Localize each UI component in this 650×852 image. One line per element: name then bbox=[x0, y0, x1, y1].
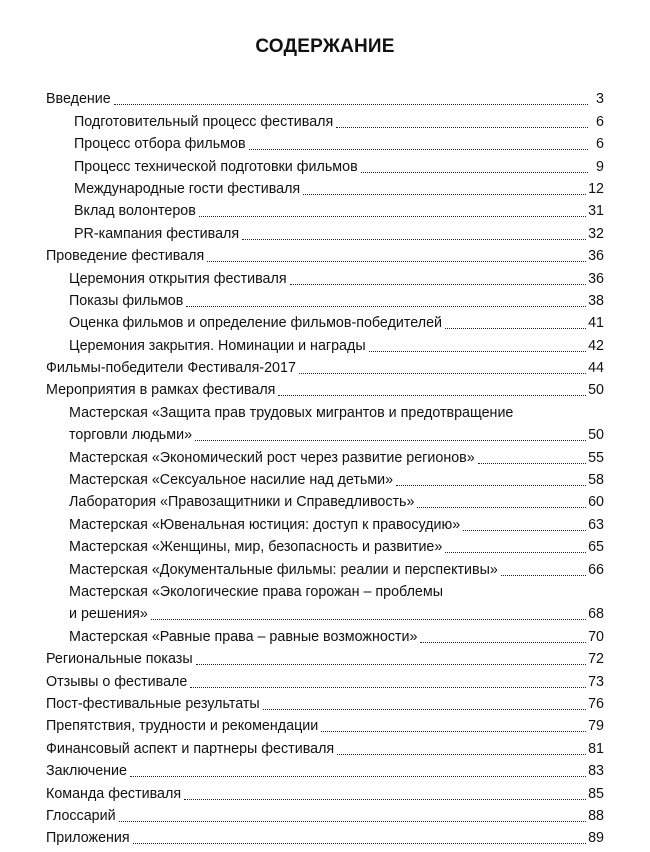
dot-leader bbox=[184, 799, 586, 800]
toc-entry-title: Команда фестиваля bbox=[46, 785, 182, 802]
toc-entry[interactable] bbox=[46, 198, 604, 220]
toc-entry-title: Региональные показы bbox=[46, 651, 193, 668]
toc-entry-title: Мероприятия в рамках фестиваля bbox=[46, 382, 276, 399]
toc-entry[interactable] bbox=[46, 579, 604, 624]
toc-entry-title: Процесс отбора фильмов bbox=[74, 136, 246, 153]
toc-entry[interactable] bbox=[46, 243, 604, 265]
toc-entry-page: 70 bbox=[588, 628, 604, 645]
dot-leader bbox=[445, 328, 586, 329]
toc-entry-page: 32 bbox=[588, 225, 604, 242]
toc-entry-page: 63 bbox=[588, 516, 604, 533]
dot-leader bbox=[133, 843, 586, 844]
toc-entry-page: 60 bbox=[588, 494, 604, 511]
toc-entry-page: 79 bbox=[588, 718, 604, 735]
toc-entry[interactable] bbox=[46, 556, 604, 578]
toc-entry-title: Мастерская «Сексуальное насилие над детьми» bbox=[69, 472, 394, 489]
toc-entry-title: Мастерская «Экономический рост через развитие регионов» bbox=[69, 449, 475, 466]
toc-entry[interactable] bbox=[46, 153, 604, 175]
toc-entry[interactable] bbox=[46, 511, 604, 533]
toc-entry-title: Мастерская «Ювенальная юстиция: доступ к правосудию» bbox=[69, 516, 461, 533]
toc-entry-page: 58 bbox=[588, 472, 604, 489]
toc-entry[interactable] bbox=[46, 220, 604, 242]
toc-entry-page: 50 bbox=[588, 427, 604, 444]
dot-leader bbox=[478, 463, 586, 464]
toc-entry-title: Оценка фильмов и определение фильмов-победителей bbox=[69, 315, 443, 332]
toc-entry[interactable] bbox=[46, 825, 604, 847]
dot-leader bbox=[336, 127, 588, 128]
toc-entry[interactable] bbox=[46, 713, 604, 735]
toc-entry[interactable] bbox=[46, 668, 604, 690]
dot-leader bbox=[290, 284, 587, 285]
dot-leader bbox=[417, 507, 586, 508]
dot-leader bbox=[196, 664, 586, 665]
toc-entry-page: 50 bbox=[588, 382, 604, 399]
toc-entry-title: Пост-фестивальные результаты bbox=[46, 695, 260, 712]
toc-entry-page: 68 bbox=[588, 606, 604, 623]
dot-leader bbox=[396, 485, 586, 486]
toc-entry-page: 65 bbox=[588, 539, 604, 556]
toc-entry-page: 9 bbox=[596, 158, 604, 175]
toc-entry-page: 44 bbox=[588, 360, 604, 377]
toc-entry-title: Мастерская «Документальные фильмы: реалии и перспективы» bbox=[69, 561, 498, 578]
toc-entry-title: Подготовительный процесс фестиваля bbox=[74, 113, 334, 130]
toc-entry-page: 66 bbox=[588, 561, 604, 578]
dot-leader bbox=[278, 395, 586, 396]
dot-leader bbox=[463, 530, 586, 531]
toc-entry-title: Мастерская «Равные права – равные возможности» bbox=[69, 628, 418, 645]
toc-entry-page: 73 bbox=[588, 673, 604, 690]
toc-entry-page: 85 bbox=[588, 785, 604, 802]
toc-entry[interactable] bbox=[46, 803, 604, 825]
toc-entry-title: Показы фильмов bbox=[69, 292, 184, 309]
dot-leader bbox=[130, 776, 586, 777]
dot-leader bbox=[303, 194, 586, 195]
toc-entry[interactable] bbox=[46, 355, 604, 377]
table-of-contents bbox=[46, 86, 604, 847]
toc-entry-page: 31 bbox=[588, 203, 604, 220]
toc-entry-page: 42 bbox=[588, 337, 604, 354]
toc-entry[interactable] bbox=[46, 176, 604, 198]
toc-entry[interactable] bbox=[46, 467, 604, 489]
toc-entry-page: 6 bbox=[596, 136, 604, 153]
toc-entry-title: Мастерская «Экологические права горожан – проблемы bbox=[69, 584, 443, 601]
dot-leader bbox=[119, 821, 587, 822]
toc-entry-page: 6 bbox=[596, 113, 604, 130]
toc-entry-title: Церемония закрытия. Номинации и награды bbox=[69, 337, 366, 354]
dot-leader bbox=[361, 172, 588, 173]
toc-entry[interactable] bbox=[46, 131, 604, 153]
dot-leader bbox=[369, 351, 586, 352]
dot-leader bbox=[151, 619, 586, 620]
toc-entry-title: Введение bbox=[46, 91, 111, 108]
toc-entry-title: Глоссарий bbox=[46, 807, 116, 824]
toc-entry-page: 76 bbox=[588, 695, 604, 712]
toc-entry[interactable] bbox=[46, 288, 604, 310]
toc-entry-page: 36 bbox=[588, 270, 604, 287]
toc-entry-title: Лаборатория «Правозащитники и Справедливость» bbox=[69, 494, 415, 511]
toc-entry-page: 41 bbox=[588, 315, 604, 332]
toc-entry-title: Вклад волонтеров bbox=[74, 203, 196, 220]
toc-entry-title: Препятствия, трудности и рекомендации bbox=[46, 718, 319, 735]
page-title: СОДЕРЖАНИЕ bbox=[255, 36, 395, 57]
toc-entry-page: 83 bbox=[588, 763, 604, 780]
toc-entry[interactable] bbox=[46, 623, 604, 645]
toc-entry-title: Процесс технической подготовки фильмов bbox=[74, 158, 358, 175]
toc-entry-title: PR-кампания фестиваля bbox=[74, 225, 240, 242]
toc-entry-title: Мастерская «Защита прав трудовых мигрантов и предотвращение bbox=[69, 404, 514, 421]
dot-leader bbox=[114, 104, 588, 105]
toc-entry-title: Приложения bbox=[46, 830, 130, 847]
toc-entry-page: 55 bbox=[588, 449, 604, 466]
toc-entry-title: Отзывы о фестивале bbox=[46, 673, 188, 690]
toc-entry-title: Церемония открытия фестиваля bbox=[69, 270, 287, 287]
toc-entry[interactable] bbox=[46, 691, 604, 713]
toc-entry-title-continued: и решения» bbox=[69, 606, 148, 623]
toc-entry[interactable] bbox=[46, 399, 604, 444]
dot-leader bbox=[501, 575, 586, 576]
dot-leader bbox=[207, 261, 586, 262]
toc-entry-page: 72 bbox=[588, 651, 604, 668]
toc-entry[interactable] bbox=[46, 758, 604, 780]
dot-leader bbox=[420, 642, 586, 643]
toc-entry[interactable] bbox=[46, 377, 604, 399]
toc-entry[interactable] bbox=[46, 489, 604, 511]
dot-leader bbox=[299, 373, 586, 374]
toc-entry-title: Финансовый аспект и партнеры фестиваля bbox=[46, 740, 335, 757]
toc-entry-title: Фильмы-победители Фестиваля-2017 bbox=[46, 360, 296, 377]
toc-entry-title-continued: торговли людьми» bbox=[69, 427, 193, 444]
toc-entry[interactable] bbox=[46, 310, 604, 332]
toc-entry-title: Мастерская «Женщины, мир, безопасность и развитие» bbox=[69, 539, 443, 556]
toc-entry[interactable] bbox=[46, 108, 604, 130]
toc-entry[interactable] bbox=[46, 780, 604, 802]
toc-entry[interactable] bbox=[46, 332, 604, 354]
toc-entry[interactable] bbox=[46, 444, 604, 466]
toc-entry-page: 38 bbox=[588, 292, 604, 309]
dot-leader bbox=[263, 709, 586, 710]
toc-entry[interactable] bbox=[46, 646, 604, 668]
dot-leader bbox=[249, 149, 588, 150]
toc-entry-title: Заключение bbox=[46, 763, 127, 780]
toc-entry-page: 88 bbox=[588, 807, 604, 824]
dot-leader bbox=[199, 216, 586, 217]
toc-entry-title: Международные гости фестиваля bbox=[74, 180, 301, 197]
toc-entry[interactable] bbox=[46, 534, 604, 556]
dot-leader bbox=[195, 440, 586, 441]
toc-entry[interactable] bbox=[46, 735, 604, 757]
dot-leader bbox=[321, 731, 586, 732]
toc-entry-page: 89 bbox=[588, 830, 604, 847]
toc-entry[interactable] bbox=[46, 265, 604, 287]
dot-leader bbox=[190, 687, 586, 688]
toc-entry[interactable] bbox=[46, 86, 604, 108]
toc-entry-page: 36 bbox=[588, 248, 604, 265]
dot-leader bbox=[186, 306, 586, 307]
toc-entry-page: 81 bbox=[588, 740, 604, 757]
toc-entry-page: 3 bbox=[596, 91, 604, 108]
dot-leader bbox=[337, 754, 586, 755]
toc-entry-title: Проведение фестиваля bbox=[46, 248, 205, 265]
dot-leader bbox=[242, 239, 586, 240]
toc-entry-page: 12 bbox=[588, 180, 604, 197]
dot-leader bbox=[445, 552, 586, 553]
